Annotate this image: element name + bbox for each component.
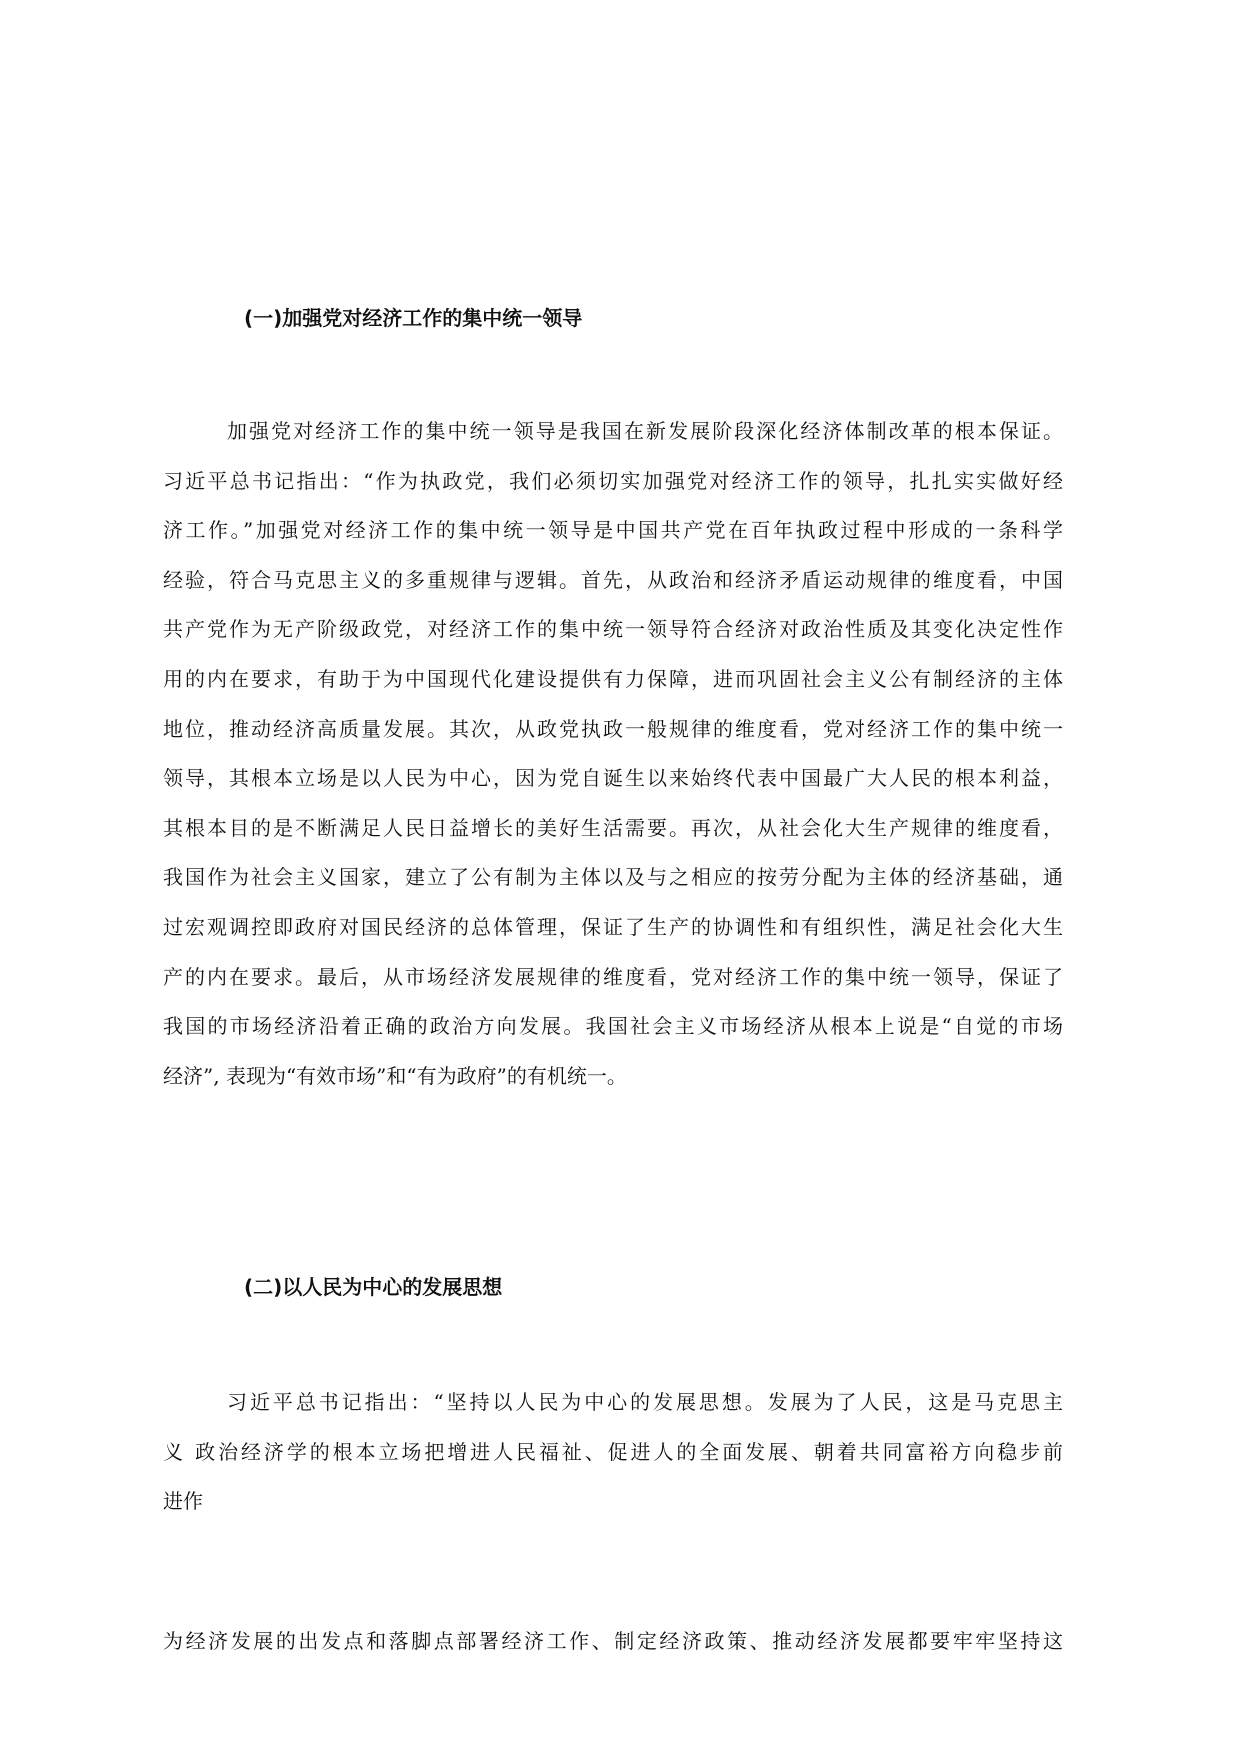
paragraph-line: 经济”, 表现为“有效市场”和“有为政府”的有机统一。 [163,1063,627,1088]
paragraph-line: 我国作为社会主义国家，建立了公有制为主体以及与之相应的按劳分配为主体的经济基础，通 [163,865,1063,890]
paragraph-line: 其根本目的是不断满足人民日益增长的美好生活需要。再次，从社会化大生产规律的维度看， [163,815,1063,840]
paragraph-line: 领导，其根本立场是以人民为中心，因为党自诞生以来始终代表中国最广大人民的根本利益， [163,766,1063,791]
section-heading-2: (二)以人民为中心的发展思想 [244,1275,503,1299]
paragraph-line: 济工作。”加强党对经济工作的集中统一领导是中国共产党在百年执政过程中形成的一条科学 [163,518,1063,543]
paragraph-line: 习近平总书记指出：“坚持以人民为中心的发展思想。发展为了人民，这是马克思主 [227,1390,1063,1414]
section-2-continuation [163,1617,1063,1667]
paragraph-line: 习近平总书记指出：“作为执政党，我们必须切实加强党对经济工作的领导，扎扎实实做好经 [163,468,1063,493]
paragraph-line: 我国的市场经济沿着正确的政治方向发展。我国社会主义市场经济从根本上说是“自觉的市场 [163,1014,1063,1039]
section-heading-1: (一)加强党对经济工作的集中统一领导 [244,306,583,330]
paragraph-line: 过宏观调控即政府对国民经济的总体管理，保证了生产的协调性和有组织性，满足社会化大生 [163,914,1063,939]
section-2-paragraph [163,1378,1063,1527]
paragraph-line: 加强党对经济工作的集中统一领导是我国在新发展阶段深化经济体制改革的根本保证。 [227,419,1063,443]
paragraph-line: 进作 [163,1489,203,1514]
paragraph-line: 义 政治经济学的根本立场把增进人民福祉、促进人的全面发展、朝着共同富裕方向稳步前 [163,1439,1063,1464]
paragraph-line: 用的内在要求，有助于为中国现代化建设提供有力保障，进而巩固社会主义公有制经济的主体 [163,666,1063,691]
paragraph-line: 产的内在要求。最后，从市场经济发展规律的维度看，党对经济工作的集中统一领导，保证了 [163,964,1063,989]
paragraph-line: 经验，符合马克思主义的多重规律与逻辑。首先，从政治和经济矛盾运动规律的维度看，中国 [163,567,1063,592]
paragraph-line: 地位，推动经济高质量发展。其次，从政党执政一般规律的维度看，党对经济工作的集中统一 [163,716,1063,741]
section-1-paragraph [163,407,1063,1101]
paragraph-line: 共产党作为无产阶级政党，对经济工作的集中统一领导符合经济对政治性质及其变化决定性作 [163,617,1063,642]
paragraph-line: 为经济发展的出发点和落脚点部署经济工作、制定经济政策、推动经济发展都要牢牢坚持这 [163,1629,1063,1653]
